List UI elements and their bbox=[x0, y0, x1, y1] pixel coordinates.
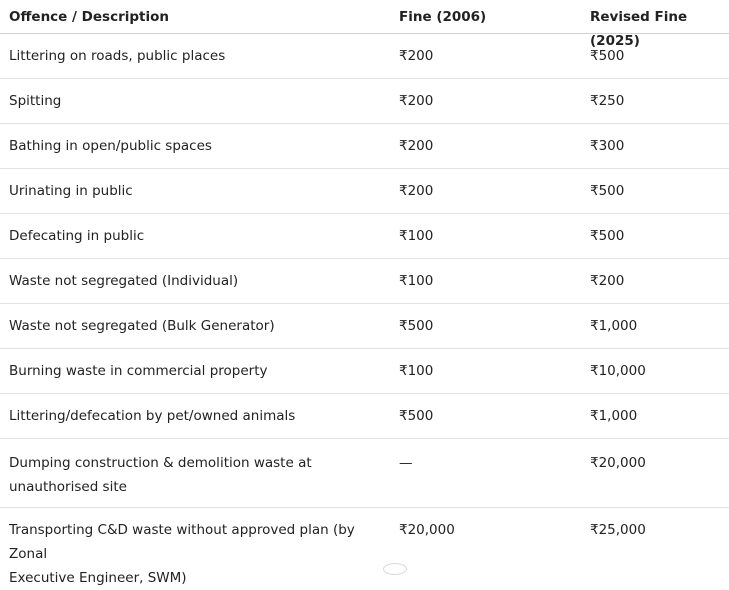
fine-2006-cell: ₹200 bbox=[399, 183, 434, 199]
fine-2025-cell: ₹25,000 bbox=[590, 522, 646, 538]
offence-line: Transporting C&D waste without approved plan (by Zonal bbox=[9, 522, 355, 562]
fine-2006-cell: ₹100 bbox=[399, 228, 434, 244]
fine-2006-cell: ₹20,000 bbox=[399, 522, 455, 538]
offence-cell: Bathing in open/public spaces bbox=[9, 138, 212, 154]
fine-2006-cell: ₹100 bbox=[399, 273, 434, 289]
fine-2025-cell: ₹500 bbox=[590, 228, 625, 244]
table-row bbox=[0, 349, 729, 394]
fine-2006-cell: ₹500 bbox=[399, 408, 434, 424]
offence-cell bbox=[9, 518, 389, 590]
offence-line: Dumping construction & demolition waste at bbox=[9, 455, 312, 471]
table-row bbox=[0, 169, 729, 214]
scroll-down-button[interactable] bbox=[383, 563, 407, 575]
offence-line: unauthorised site bbox=[9, 479, 127, 495]
fine-2025-cell: ₹500 bbox=[590, 183, 625, 199]
offence-cell: Burning waste in commercial property bbox=[9, 363, 268, 379]
header-fine-2025: Revised Fine (2025) bbox=[590, 9, 688, 49]
fine-2006-cell: ₹200 bbox=[399, 48, 434, 64]
fine-2025-cell: ₹200 bbox=[590, 273, 625, 289]
fine-2006-cell: ₹200 bbox=[399, 138, 434, 154]
header-offence: Offence / Description bbox=[9, 9, 169, 25]
fine-2025-cell: ₹300 bbox=[590, 138, 625, 154]
header-fine-2006: Fine (2006) bbox=[399, 9, 487, 25]
table-header-row bbox=[0, 0, 729, 49]
fine-2006-cell: ₹500 bbox=[399, 318, 434, 334]
offence-cell: Littering on roads, public places bbox=[9, 48, 226, 64]
offence-cell: Waste not segregated (Individual) bbox=[9, 273, 239, 289]
table-row bbox=[0, 124, 729, 169]
offence-line: Executive Engineer, SWM) bbox=[9, 570, 187, 586]
offence-cell: Spitting bbox=[9, 93, 62, 109]
offence-cell: Urinating in public bbox=[9, 183, 133, 199]
offence-cell bbox=[9, 451, 389, 499]
offence-cell: Littering/defecation by pet/owned animals bbox=[9, 408, 296, 424]
table-row bbox=[0, 214, 729, 259]
fine-2025-cell: ₹250 bbox=[590, 93, 625, 109]
fine-2025-cell: ₹1,000 bbox=[590, 408, 638, 424]
table-row bbox=[0, 34, 729, 79]
table-row bbox=[0, 394, 729, 439]
table-row bbox=[0, 79, 729, 124]
fine-2006-cell: ₹200 bbox=[399, 93, 434, 109]
fine-2025-cell: ₹1,000 bbox=[590, 318, 638, 334]
fine-2025-cell: ₹500 bbox=[590, 48, 625, 64]
fine-2025-cell: ₹10,000 bbox=[590, 363, 646, 379]
fine-2025-cell: ₹20,000 bbox=[590, 455, 646, 471]
table-row bbox=[0, 304, 729, 349]
table-row bbox=[0, 439, 729, 508]
offence-cell: Defecating in public bbox=[9, 228, 145, 244]
fine-2006-cell: ₹100 bbox=[399, 363, 434, 379]
table-row bbox=[0, 259, 729, 304]
fine-2006-cell: — bbox=[399, 455, 413, 471]
offence-cell: Waste not segregated (Bulk Generator) bbox=[9, 318, 275, 334]
